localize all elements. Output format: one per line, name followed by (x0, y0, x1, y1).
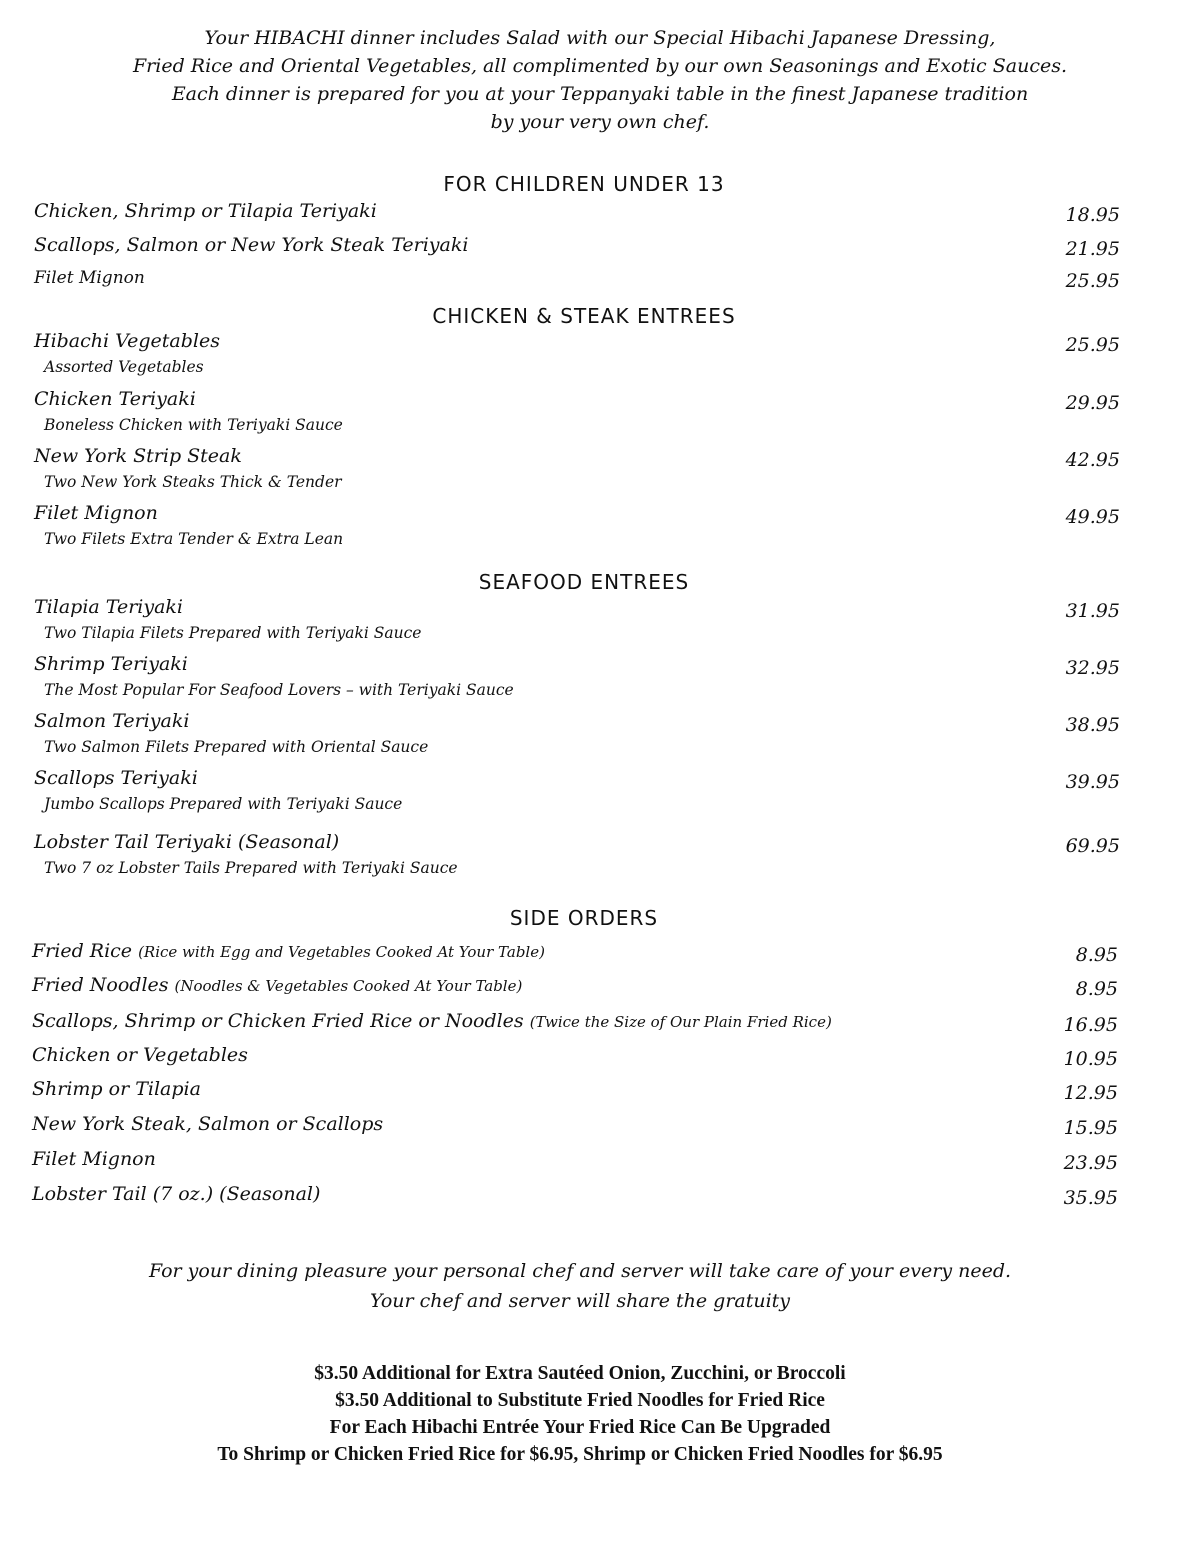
footer-bold-line: For Each Hibachi Entrée Your Fried Rice Can Be Upgraded (329, 1417, 831, 1438)
intro-paragraph (60, 24, 1140, 136)
menu-item (32, 940, 1118, 970)
footer-line: Your chef and server will share the gratuity (369, 1290, 791, 1312)
footer-line: For your dining pleasure your personal chef and server will take care of your every need. (148, 1260, 1012, 1282)
item-price: 10.95 (1063, 1048, 1118, 1070)
item-name: Lobster Tail Teriyaki (Seasonal) (34, 831, 340, 853)
item-name: Hibachi Vegetables (34, 330, 220, 352)
intro-line: by your very own chef. (490, 111, 710, 133)
item-price: 25.95 (1065, 270, 1120, 292)
item-price: 35.95 (1063, 1187, 1118, 1209)
item-price: 39.95 (1065, 771, 1120, 793)
intro-line: Each dinner is prepared for you at your Teppanyaki table in the finest Japanese tradition (171, 83, 1029, 105)
item-price: 49.95 (1065, 506, 1120, 528)
footer-bold-line: To Shrimp or Chicken Fried Rice for $6.95, Shrimp or Chicken Fried Noodles for $6.95 (217, 1444, 943, 1465)
menu-item (32, 974, 1118, 1004)
menu-item (32, 1113, 1118, 1143)
item-description: Two Filets Extra Tender & Extra Lean (44, 530, 344, 548)
item-price: 21.95 (1065, 238, 1120, 260)
section-title-chicken-steak: CHICKEN & STEAK ENTREES (432, 304, 736, 328)
section-title-children: FOR CHILDREN UNDER 13 (443, 172, 725, 196)
item-note: (Noodles & Vegetables Cooked At Your Table) (174, 977, 523, 995)
item-name: Scallops Teriyaki (34, 767, 198, 789)
menu-item (34, 200, 1120, 230)
item-name: Chicken Teriyaki (34, 388, 196, 410)
item-price: 25.95 (1065, 334, 1120, 356)
menu-item (34, 445, 1120, 491)
item-description: Two New York Steaks Thick & Tender (44, 473, 342, 491)
menu-item (32, 1148, 1118, 1178)
item-description: Jumbo Scallops Prepared with Teriyaki Sauce (44, 795, 403, 813)
menu-item (34, 596, 1120, 642)
item-price: 29.95 (1065, 392, 1120, 414)
item-price: 18.95 (1065, 204, 1120, 226)
item-price: 16.95 (1063, 1014, 1118, 1036)
intro-line: Your HIBACHI dinner includes Salad with our Special Hibachi Japanese Dressing, (204, 27, 996, 49)
item-description: Two Tilapia Filets Prepared with Teriyaki Sauce (44, 624, 422, 642)
item-name: New York Strip Steak (34, 445, 242, 467)
menu-item (34, 234, 1120, 264)
item-description: Two 7 oz Lobster Tails Prepared with Teriyaki Sauce (44, 859, 458, 877)
footer-upgrade-notes (0, 1360, 1160, 1468)
item-name: Chicken or Vegetables (32, 1044, 248, 1066)
item-name: Fried Noodles (Noodles & Vegetables Cooked At Your Table) (32, 974, 523, 996)
item-name: Shrimp Teriyaki (34, 653, 188, 675)
item-name: Salmon Teriyaki (34, 710, 190, 732)
item-price: 15.95 (1063, 1117, 1118, 1139)
item-price: 31.95 (1065, 600, 1120, 622)
menu-item (34, 502, 1120, 548)
footer-bold-line: $3.50 Additional to Substitute Fried Noodles for Fried Rice (335, 1390, 825, 1411)
item-name: Chicken, Shrimp or Tilapia Teriyaki (34, 200, 377, 222)
menu-item (34, 266, 1120, 296)
menu-item (32, 1044, 1118, 1074)
menu-item (34, 330, 1120, 376)
item-price: 38.95 (1065, 714, 1120, 736)
item-name: Filet Mignon (34, 268, 145, 288)
item-price: 69.95 (1065, 835, 1120, 857)
item-description: Boneless Chicken with Teriyaki Sauce (44, 416, 343, 434)
item-price: 8.95 (1075, 944, 1118, 966)
item-note: (Twice the Size of Our Plain Fried Rice) (529, 1013, 832, 1031)
footer-bold-line: $3.50 Additional for Extra Sautéed Onion, Zucchini, or Broccoli (314, 1363, 846, 1384)
item-description: Assorted Vegetables (44, 358, 204, 376)
item-name: Scallops, Salmon or New York Steak Teriyaki (34, 234, 469, 256)
item-name: Filet Mignon (32, 1148, 156, 1170)
menu-item (32, 1183, 1118, 1213)
item-description: Two Salmon Filets Prepared with Oriental Sauce (44, 738, 429, 756)
item-description: The Most Popular For Seafood Lovers – with Teriyaki Sauce (44, 681, 514, 699)
item-note: (Rice with Egg and Vegetables Cooked At Your Table) (138, 943, 545, 961)
footer-gratuity-note (0, 1256, 1160, 1316)
item-name: Shrimp or Tilapia (32, 1078, 201, 1100)
item-price: 8.95 (1075, 978, 1118, 1000)
menu-item (34, 653, 1120, 699)
item-name: New York Steak, Salmon or Scallops (32, 1113, 384, 1135)
item-name: Lobster Tail (7 oz.) (Seasonal) (32, 1183, 321, 1205)
menu-item (34, 710, 1120, 756)
menu-item (32, 1078, 1118, 1108)
menu-item (34, 767, 1120, 813)
section-title-seafood: SEAFOOD ENTREES (478, 570, 690, 594)
intro-line: Fried Rice and Oriental Vegetables, all complimented by our own Seasonings and Exotic Sauces. (132, 55, 1067, 77)
menu-item (32, 1010, 1118, 1040)
item-name: Tilapia Teriyaki (34, 596, 184, 618)
item-name: Filet Mignon (34, 502, 158, 524)
item-price: 42.95 (1065, 449, 1120, 471)
item-price: 12.95 (1063, 1082, 1118, 1104)
item-price: 23.95 (1063, 1152, 1118, 1174)
section-title-sides: SIDE ORDERS (509, 906, 659, 930)
item-name: Fried Rice (Rice with Egg and Vegetables Cooked At Your Table) (32, 940, 545, 962)
item-price: 32.95 (1065, 657, 1120, 679)
item-name: Scallops, Shrimp or Chicken Fried Rice or Noodles (Twice the Size of Our Plain Fried Rice) (32, 1010, 832, 1032)
menu-item (34, 388, 1120, 434)
menu-item (34, 831, 1120, 877)
